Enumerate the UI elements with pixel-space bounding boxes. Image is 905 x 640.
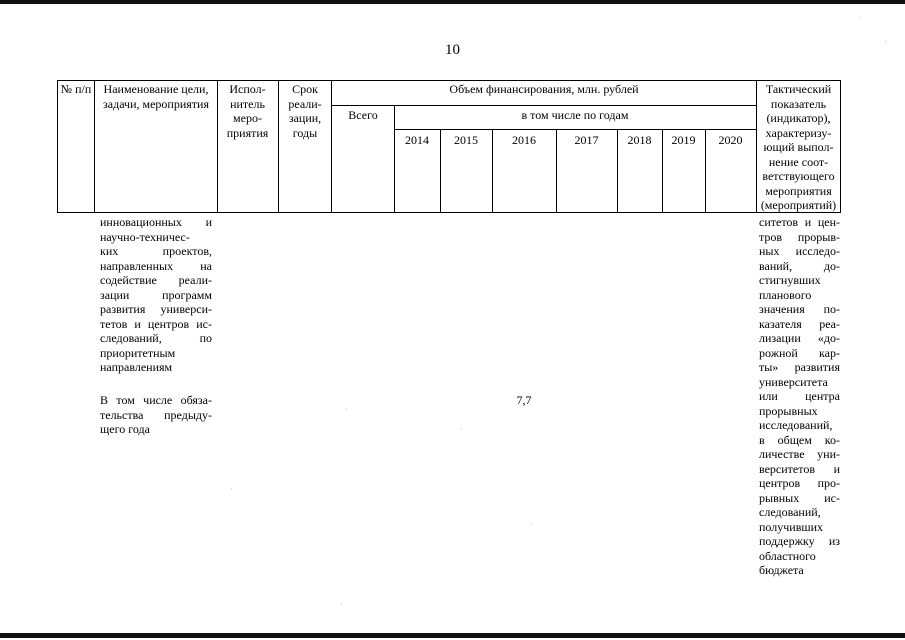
name-line: содействие реали- (100, 273, 212, 287)
name-cell (100, 215, 212, 375)
col-line (756, 80, 757, 213)
col-line (331, 80, 332, 213)
scan-speck: · (460, 425, 463, 434)
indicator-line: ваний, до- (759, 258, 840, 273)
name-line: тетов и центров ис- (100, 316, 212, 331)
year-2014: 2014 (405, 133, 429, 147)
name-line: научно-техничес- (100, 229, 190, 244)
header-num: № п/п (60, 82, 92, 96)
indicator-line: значения по- (759, 302, 840, 316)
name-line: тельства предыду- (100, 407, 212, 422)
scan-speck: · (884, 38, 887, 47)
col-line (57, 80, 58, 213)
indicator-line: бюджета (759, 563, 804, 577)
header-by-years: в том числе по годам (521, 108, 629, 122)
indicator-line: лизации «до- (759, 331, 840, 345)
col-line (94, 80, 95, 213)
scan-speck: · (530, 520, 533, 529)
indicator-line: верситетов и (759, 461, 840, 476)
indicator-line: или центра (759, 389, 840, 403)
name-line: развития универси- (100, 302, 212, 316)
indicator-line: следований, (759, 505, 821, 519)
col-line (840, 80, 841, 213)
name-line: В том числе обяза- (100, 393, 212, 407)
header-executor: Испол-нитель меро-приятия (226, 82, 269, 140)
header-indicator: Тактический показатель (индикатор), характеризу-ющий выпол-нение соот-ветствующего мероприятия (мероприятий) (760, 82, 837, 212)
indicator-line: получивших (759, 519, 824, 534)
indicator-line: планового (759, 287, 812, 302)
scan-speck: · (230, 485, 233, 494)
col-line (278, 80, 279, 213)
header-term: Срок реали-зации, годы (288, 82, 322, 140)
year-2019: 2019 (671, 133, 696, 147)
indicator-line: казателя реа- (759, 316, 840, 331)
indicator-line: рожной кар- (759, 345, 840, 360)
years-rule (394, 129, 756, 130)
year-2018: 2018 (627, 133, 652, 147)
indicator-line: ты» развития (759, 360, 840, 374)
header-total: Всего (348, 108, 378, 122)
name-line: направленных на (100, 258, 212, 273)
indicator-line: рывных ис- (759, 490, 840, 505)
name-line: инновационных и (100, 215, 212, 229)
name-line: направлениям (100, 360, 173, 374)
col-line (394, 105, 395, 213)
header-bottom-rule (57, 212, 840, 213)
indicator-line: поддержку из (759, 534, 840, 548)
indicator-line: прорывных (759, 403, 818, 418)
indicator-line: личестве уни- (759, 447, 840, 461)
indicator-cell (759, 215, 840, 578)
name-cell-obligations (100, 393, 212, 437)
name-line: зации программ (100, 287, 212, 302)
bottom-border (0, 633, 905, 638)
name-line: приоритетным (100, 345, 176, 360)
header-name: Наименование цели, задачи, мероприятия (103, 82, 209, 111)
indicator-line: стигнувших (759, 273, 821, 287)
indicator-line: исследований, (759, 418, 833, 432)
name-line: ких проектов, (100, 244, 212, 258)
year-2017: 2017 (574, 133, 599, 147)
year-2015: 2015 (454, 133, 478, 147)
indicator-line: центров про- (759, 476, 840, 490)
indicator-line: ситетов и цен- (759, 215, 840, 229)
indicator-line: ных исследо- (759, 244, 840, 258)
value-2016: 7,7 (516, 393, 532, 407)
name-line: следований, по (100, 331, 212, 345)
scan-speck: · (345, 405, 348, 414)
page-number: 10 (445, 42, 460, 58)
year-2016: 2016 (512, 133, 536, 147)
indicator-line: в общем ко- (759, 432, 840, 447)
top-border (0, 0, 905, 4)
table-top-rule (57, 80, 840, 81)
scan-speck: · (340, 600, 343, 609)
header-funding: Объем финансирования, млн. рублей (449, 82, 639, 96)
year-2020: 2020 (718, 133, 743, 147)
col-line (217, 80, 218, 213)
scan-speck: · (858, 14, 861, 23)
indicator-line: областного (759, 548, 816, 563)
indicator-line: тров прорыв- (759, 229, 840, 244)
indicator-line: университета (759, 374, 828, 389)
name-line: щего года (100, 422, 150, 436)
